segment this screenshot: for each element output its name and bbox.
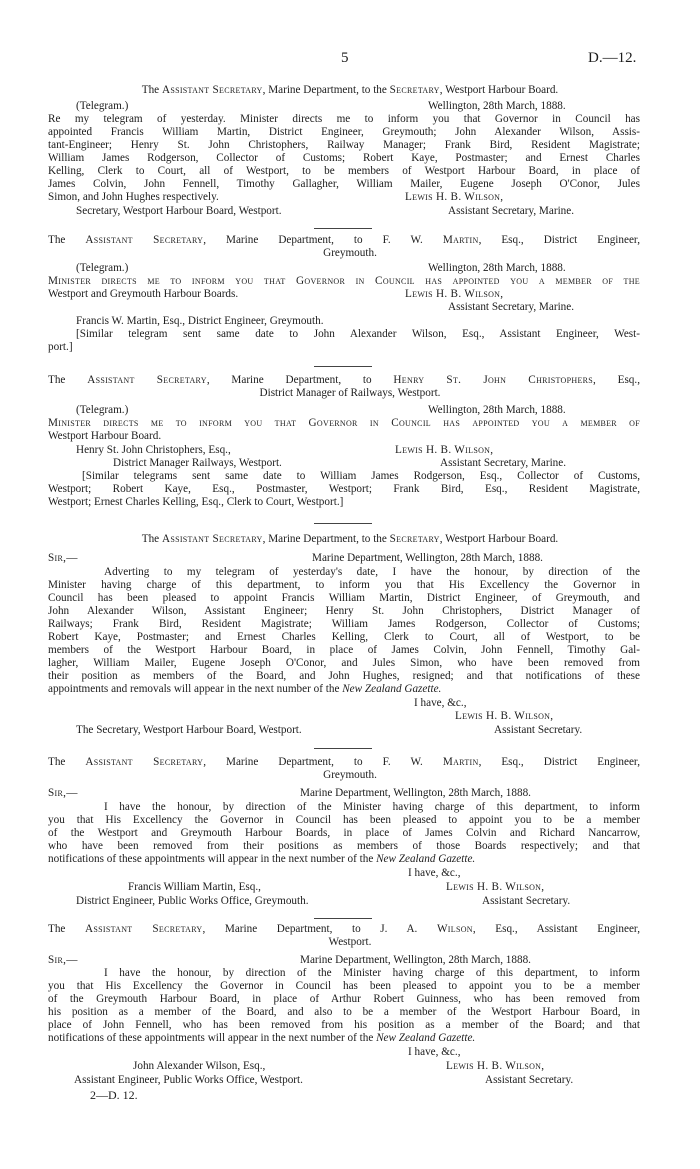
telegram-label: (Telegram.) xyxy=(76,404,129,416)
body-line: tant-Engineer; Henry St. John Christophers, Railway Manager; Frank Bird, Resident Magistrate; xyxy=(48,139,640,151)
body-line: place of John Fennell, who has been removed from his position as a member of the Board; and that xyxy=(48,1019,640,1031)
body-line: appointed Francis William Martin, District Engineer, Greymouth; John Alexander Wilson, Assis- xyxy=(48,126,640,138)
note-line: Westport; Ernest Charles Kelling, Esq., Clerk to Court, Westport.] xyxy=(48,496,344,508)
letter-heading-4: The Assistant Secretary, Marine Department, to the Secretary, Westport Harbour Board. xyxy=(141,533,559,545)
heading-line-2: Westport. xyxy=(328,936,372,948)
addressee: John Alexander Wilson, Esq., xyxy=(133,1060,266,1072)
closing: I have, &c., xyxy=(414,697,467,709)
place-date: Wellington, 28th March, 1888. xyxy=(428,262,566,274)
place-date: Marine Department, Wellington, 28th March, 1888. xyxy=(312,552,543,564)
heading-line-2: District Manager of Railways, Westport. xyxy=(259,387,441,399)
body-line: Minister directs me to inform you that Governor in Council has appointed you a member of the xyxy=(48,275,640,287)
body-line: lagher, William Mailer, Eugene Joseph O'Conor, and Jules Simon, who have been removed from xyxy=(48,657,640,669)
body-line: Simon, and John Hughes respectively. xyxy=(48,191,219,203)
section-divider xyxy=(314,748,372,749)
salutation: Sir,— xyxy=(48,552,78,564)
salutation: Sir,— xyxy=(48,954,78,966)
heading-line-2: Greymouth. xyxy=(323,769,377,781)
section-divider xyxy=(314,523,372,524)
addressee: The Secretary, Westport Harbour Board, Westport. xyxy=(76,724,302,736)
closing: I have, &c., xyxy=(408,1046,461,1058)
body-line: you that His Excellency the Governor in Council has been pleased to appoint you to be a member xyxy=(48,980,640,992)
body-line: Robert Kaye, Postmaster; and Ernest Charles Kelling, Clerk to Court, all of Westport, to be xyxy=(48,631,640,643)
note-line: [Similar telegram sent same date to John Alexander Wilson, Esq., Assistant Engineer, West- xyxy=(76,328,640,340)
signature-title: Assistant Secretary. xyxy=(485,1074,574,1086)
signature-title: Assistant Secretary, Marine. xyxy=(448,301,575,313)
letter-heading-2: The Assistant Secretary, Marine Department, to F. W. Martin, Esq., District Engineer, xyxy=(48,234,640,246)
place-date: Wellington, 28th March, 1888. xyxy=(428,404,566,416)
addressee: Francis W. Martin, Esq., District Engineer, Greymouth. xyxy=(76,315,324,327)
document-reference: D.—12. xyxy=(588,50,637,66)
body-line: Minister having charge of this department, to inform you that His Excellency the Governor in xyxy=(48,579,640,591)
signature-name: Lewis H. B. Wilson, xyxy=(395,444,494,456)
body-line: I have the honour, by direction of the Minister having charge of this department, to inform xyxy=(104,967,640,979)
signature-title: Assistant Secretary, Marine. xyxy=(448,205,575,217)
addressee: Henry St. John Christophers, Esq., xyxy=(76,444,231,456)
signature-name: Lewis H. B. Wilson, xyxy=(446,881,545,893)
body-line: who have been removed from their positions as members of those Boards respectively; and that xyxy=(48,840,640,852)
letter-heading-6: The Assistant Secretary, Marine Department, to J. A. Wilson, Esq., Assistant Engineer, xyxy=(48,923,640,935)
body-line: Re my telegram of yesterday. Minister directs me to inform you that Governor in Council has xyxy=(48,113,640,125)
signature-mark: 2—D. 12. xyxy=(90,1088,138,1102)
body-line: Westport Harbour Board. xyxy=(48,430,162,442)
body-line: Adverting to my telegram of yesterday's date, I have the honour, by direction of the xyxy=(104,566,640,578)
signature-name: Lewis H. B. Wilson, xyxy=(455,710,554,722)
salutation: Sir,— xyxy=(48,787,78,799)
signature-name: Lewis H. B. Wilson, xyxy=(405,288,504,300)
addressee: District Manager Railways, Westport. xyxy=(113,457,282,469)
section-divider xyxy=(314,918,372,919)
section-divider xyxy=(314,228,372,229)
note-line: port.] xyxy=(48,341,73,353)
body-line: you that His Excellency the Governor in Council has been pleased to appoint you to be a member xyxy=(48,814,640,826)
signature-name: Lewis H. B. Wilson, xyxy=(446,1060,545,1072)
heading-line-2: Greymouth. xyxy=(323,247,377,259)
signature-title: Assistant Secretary. xyxy=(482,895,571,907)
body-line: James Colvin, John Fennell, Timothy Gallagher, William Mailer, Eugene Joseph O'Conor, Jules xyxy=(48,178,640,190)
body-line: I have the honour, by direction of the Minister having charge of this department, to inform xyxy=(104,801,640,813)
body-line: members of the Westport Harbour Board, in place of James Colvin, John Fennell, Timothy Gal- xyxy=(48,644,640,656)
signature-name: Lewis H. B. Wilson, xyxy=(405,191,504,203)
body-line: John Alexander Wilson, Assistant Engineer; Henry St. John Christophers, District Manager of xyxy=(48,605,640,617)
place-date: Marine Department, Wellington, 28th March, 1888. xyxy=(300,787,531,799)
body-line: their position as members of the Board, and John Hughes, resigned; and that notifications of these xyxy=(48,670,640,682)
body-line: Minister directs me to inform you that Governor in Council has appointed you a member of xyxy=(48,417,640,429)
letter-heading-1: The Assistant Secretary, Marine Department, to the Secretary, Westport Harbour Board. xyxy=(141,84,559,96)
body-line: William James Rodgerson, Collector of Customs; Robert Kaye, Postmaster; and Ernest Charles xyxy=(48,152,640,164)
addressee: Assistant Engineer, Public Works Office, Westport. xyxy=(74,1074,303,1086)
letter-heading-3: The Assistant Secretary, Marine Department, to Henry St. John Christophers, Esq., xyxy=(48,374,640,386)
place-date: Wellington, 28th March, 1888. xyxy=(428,100,566,112)
signature-title: Assistant Secretary, Marine. xyxy=(440,457,567,469)
body-line: Council has been pleased to appoint Francis William Martin, District Engineer, of Greymouth, and xyxy=(48,592,640,604)
body-line: Kelling, Clerk to Court, all of Westport, to be members of Westport Harbour Board, in place of xyxy=(48,165,640,177)
body-line: of the Westport and Greymouth Harbour Boards, in place of James Colvin and Richard Nancarrow, xyxy=(48,827,640,839)
telegram-label: (Telegram.) xyxy=(76,100,129,112)
note-line: Westport; Robert Kaye, Esq., Postmaster, Westport; Frank Bird, Esq., Resident Magistrate, xyxy=(48,483,640,495)
body-line: of the Greymouth Harbour Board, in place of Arthur Robert Guinness, who has been removed from xyxy=(48,993,640,1005)
body-line: notifications of these appointments will appear in the next number of the New Zealand Gazette. xyxy=(48,853,476,865)
signature-title: Assistant Secretary. xyxy=(494,724,583,736)
body-line: Westport and Greymouth Harbour Boards. xyxy=(48,288,239,300)
place-date: Marine Department, Wellington, 28th March, 1888. xyxy=(300,954,531,966)
addressee: Secretary, Westport Harbour Board, Westport. xyxy=(76,205,282,217)
telegram-label: (Telegram.) xyxy=(76,262,129,274)
addressee: Francis William Martin, Esq., xyxy=(128,881,261,893)
page-number: 5 xyxy=(341,50,349,66)
body-line: Railways; Frank Bird, Resident Magistrate; William James Rodgerson, Collector of Customs; xyxy=(48,618,640,630)
addressee: District Engineer, Public Works Office, Greymouth. xyxy=(76,895,309,907)
body-line: appointments and removals will appear in the next number of the New Zealand Gazette. xyxy=(48,683,442,695)
note-line: [Similar telegrams sent same date to William James Rodgerson, Esq., Collector of Customs, xyxy=(82,470,640,482)
closing: I have, &c., xyxy=(408,867,461,879)
letter-heading-5: The Assistant Secretary, Marine Department, to F. W. Martin, Esq., District Engineer, xyxy=(48,756,640,768)
body-line: his position as a member of the Board, and also to be a member of the Westport Harbour Board, in xyxy=(48,1006,640,1018)
section-divider xyxy=(314,366,372,367)
body-line: notifications of these appointments will appear in the next number of the New Zealand Gazette. xyxy=(48,1032,476,1044)
